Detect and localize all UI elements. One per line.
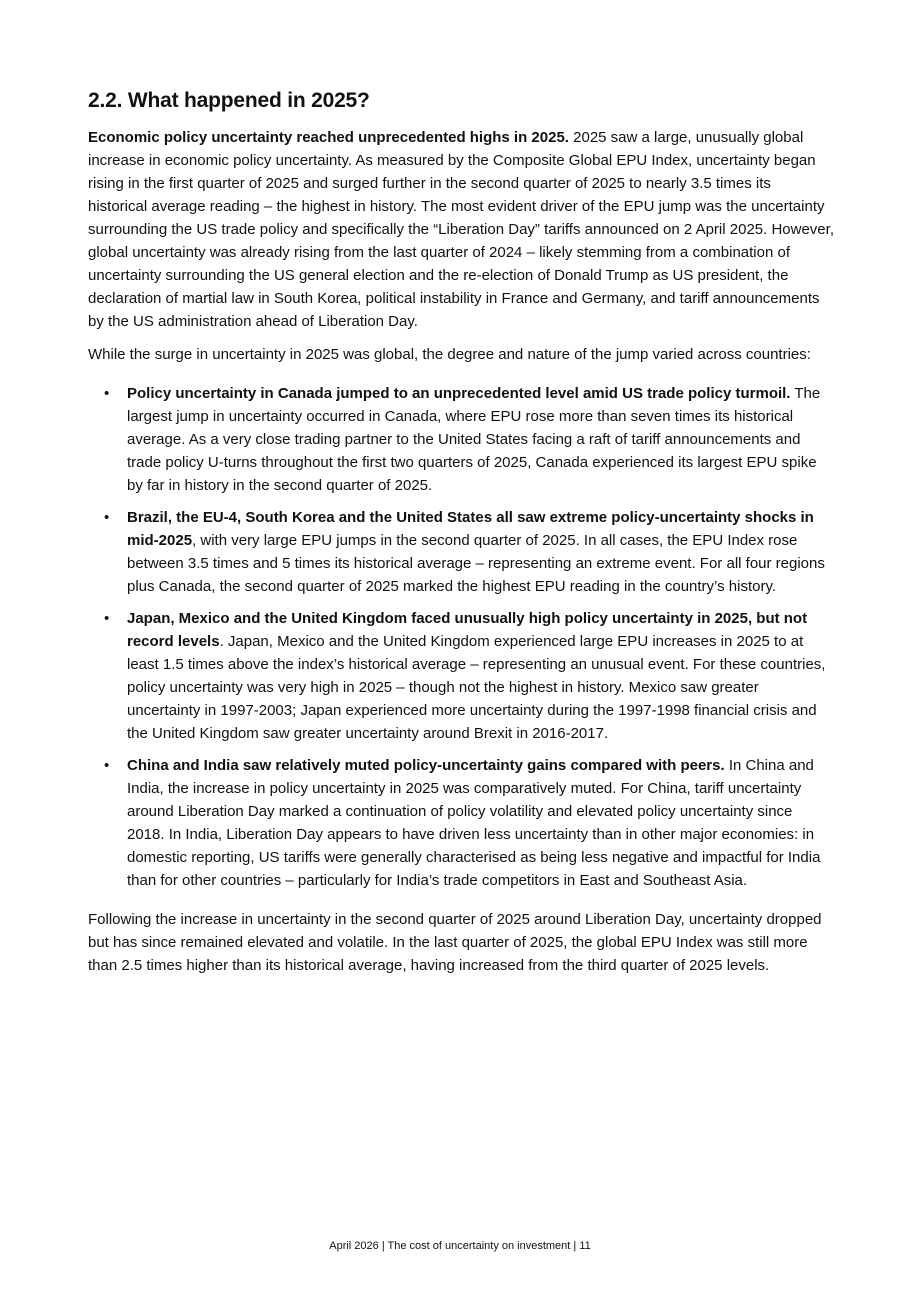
bullet-marker: •: [104, 385, 110, 402]
list-item-text: In China and India, the increase in policy uncertainty in 2025 was comparatively muted. For China, tariff uncertainty around Liberation Day marked a continuation of policy volatility and elevated policy uncertainty since 2018. In India, Liberation Day appears to have driven less uncertainty than in other major economies: in domestic reporting, US tariffs were generally characterised as being less negative and impactful for India than for other countries – particularly for India’s trade competitors in East and Southeast Asia.: [127, 757, 821, 889]
list-item-muted-gains: [88, 754, 834, 892]
country-bullet-list: [88, 382, 834, 892]
closing-paragraph: Following the increase in uncertainty in the second quarter of 2025 around Liberation Day, uncertainty dropped but has since remained elevated and volatile. In the last quarter of 2025, the global EPU Index was still more than 2.5 times higher than its historical average, having increased from the third quarter of 2025 levels.: [88, 911, 822, 974]
page-footer: April 2026 | The cost of uncertainty on investment | 11: [329, 1240, 591, 1252]
list-item-text: , with very large EPU jumps in the second quarter of 2025. In all cases, the EPU Index rose between 3.5 times and 5 times its historical average – representing an extreme event. For all four regions plus Canada, the second quarter of 2025 marked the highest EPU reading in the country’s history.: [127, 532, 825, 595]
bullet-marker: •: [104, 757, 110, 774]
section-heading: 2.2. What happened in 2025?: [88, 89, 370, 112]
list-item-bold-lead: China and India saw relatively muted policy-uncertainty gains compared with peers.: [127, 757, 725, 774]
list-item-bold-lead: Policy uncertainty in Canada jumped to an unprecedented level amid US trade policy turmoil.: [127, 385, 791, 402]
page-content: [88, 86, 834, 977]
list-item-bold-lead: Japan, Mexico and the United Kingdom faced unusually high policy uncertainty in 2025, but not record levels: [127, 610, 808, 650]
list-item-text: . Japan, Mexico and the United Kingdom experienced large EPU increases in 2025 to at least 1.5 times above the index’s historical average – representing an unusual event. For these countries, policy uncertainty was very high in 2025 – though not the highest in history. Mexico saw greater uncertainty in 1997-2003; Japan experienced more uncertainty during the 1997-1998 financial crisis and the United Kingdom saw greater uncertainty around Brexit in 2016-2017.: [127, 633, 826, 742]
bullet-marker: •: [104, 610, 110, 627]
intro-bold-lead: Economic policy uncertainty reached unprecedented highs in 2025.: [88, 129, 569, 146]
list-item-unusual-uncertainty: [88, 607, 834, 745]
list-item-bold-lead: Brazil, the EU-4, South Korea and the United States all saw extreme policy-uncertainty shocks in mid-2025: [127, 509, 814, 549]
intro-paragraph: [88, 126, 834, 333]
list-item-canada: [88, 382, 834, 497]
list-item-text: The largest jump in uncertainty occurred in Canada, where EPU rose more than seven times its historical average. As a very close trading partner to the United States facing a raft of tariff announcements and trade policy U-turns throughout the first two quarters of 2025, Canada experienced its largest EPU spike by far in history in the second quarter of 2025.: [127, 385, 821, 494]
lead-paragraph: While the surge in uncertainty in 2025 was global, the degree and nature of the jump varied across countries:: [88, 346, 811, 363]
intro-text: 2025 saw a large, unusually global increase in economic policy uncertainty. As measured by the Composite Global EPU Index, uncertainty began rising in the first quarter of 2025 and surged further in the second quarter of 2025 to nearly 3.5 times its historical average reading – the highest in history. The most evident driver of the EPU jump was the uncertainty surrounding the US trade policy and specifically the “Liberation Day” tariffs announced on 2 April 2025. However, global uncertainty was already rising from the last quarter of 2024 – likely stemming from a combination of uncertainty surrounding the US general election and the re-election of Donald Trump as US president, the declaration of martial law in South Korea, political instability in France and Germany, and tariff announcements by the US administration ahead of Liberation Day.: [88, 129, 834, 330]
bullet-marker: •: [104, 509, 110, 526]
list-item-extreme-shocks: [88, 506, 834, 598]
